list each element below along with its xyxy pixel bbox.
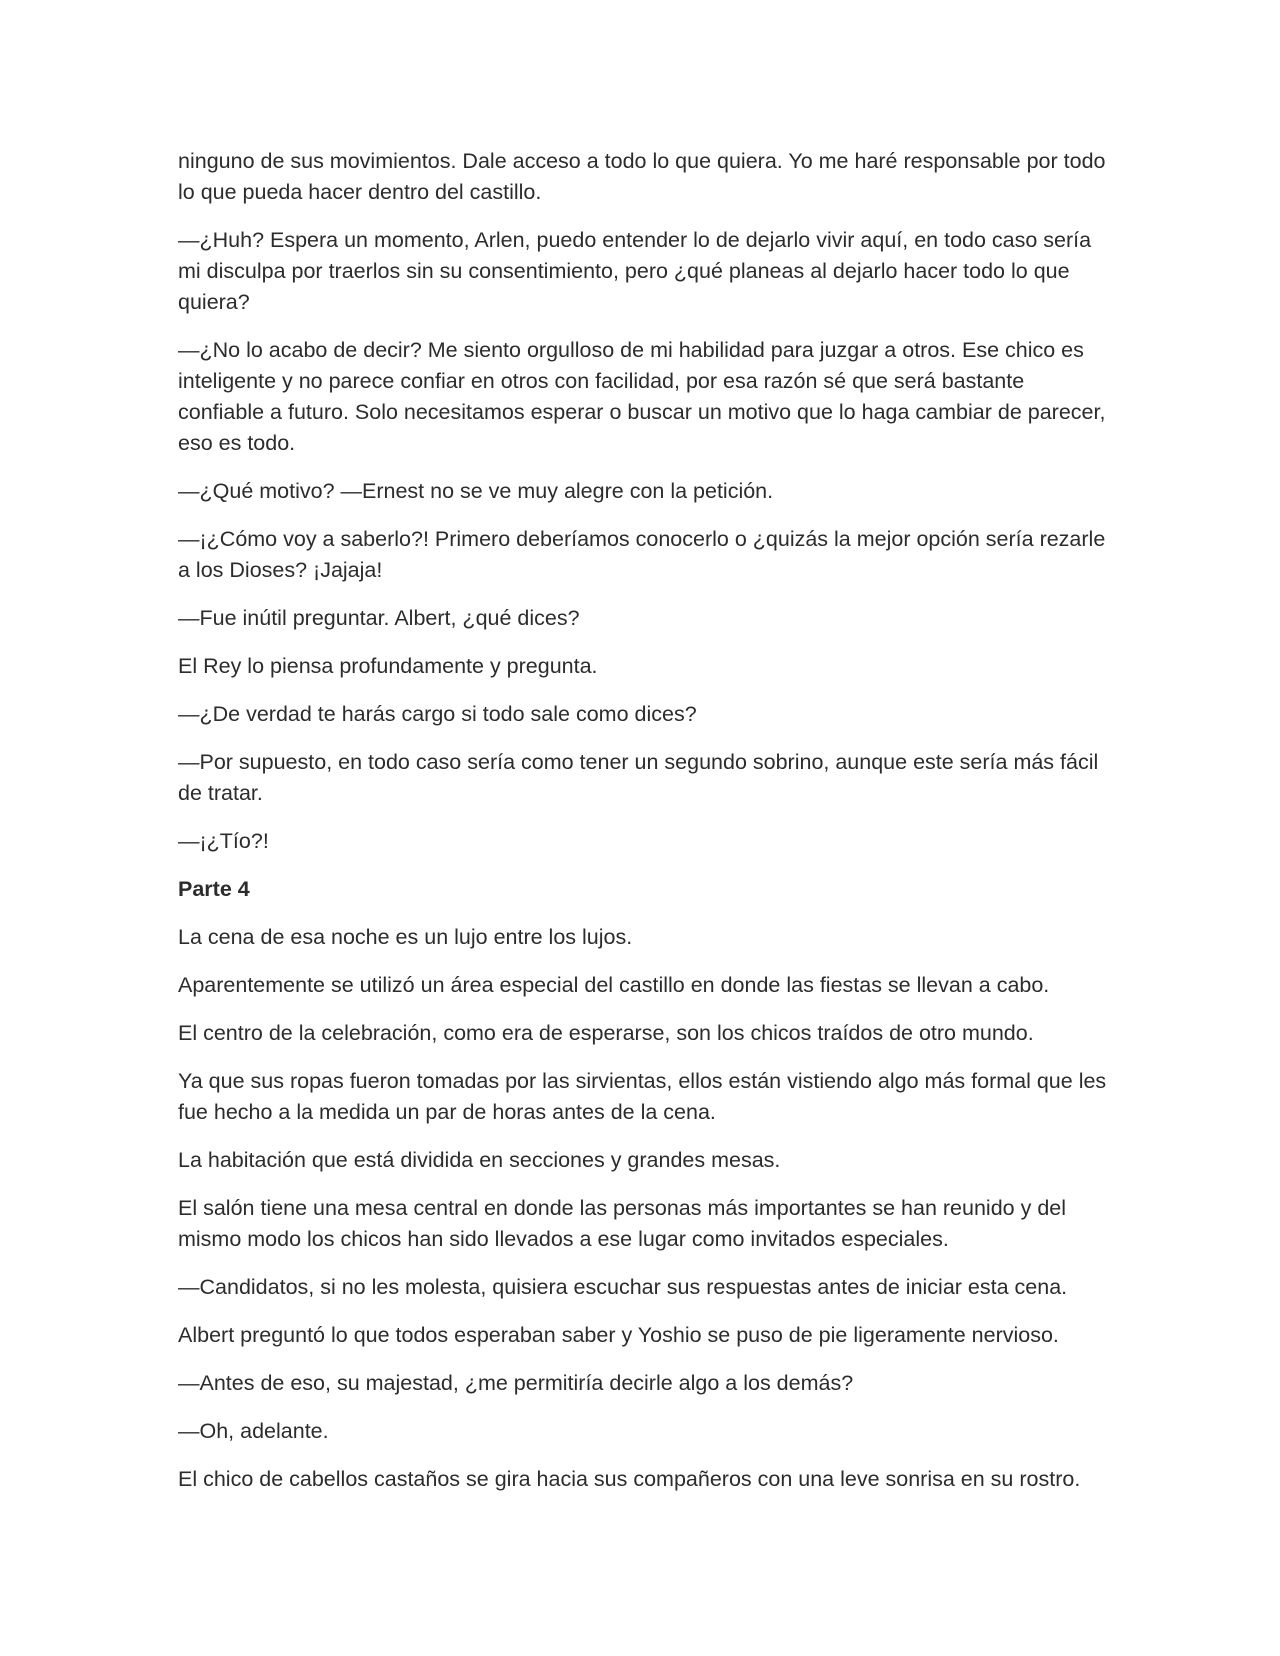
paragraph: —Candidatos, si no les molesta, quisiera escuchar sus respuestas antes de iniciar esta cena. bbox=[178, 1275, 1068, 1299]
paragraph: —¿Qué motivo? —Ernest no se ve muy alegre con la petición. bbox=[178, 479, 774, 503]
paragraph: Aparentemente se utilizó un área especial del castillo en donde las fiestas se llevan a cabo. bbox=[178, 973, 1050, 997]
paragraph: El salón tiene una mesa central en donde las personas más importantes se han reunido y del mismo modo los chicos han sido llevados a ese lugar como invitados especiales. bbox=[178, 1196, 1067, 1251]
paragraph: —Antes de eso, su majestad, ¿me permitiría decirle algo a los demás? bbox=[178, 1371, 854, 1395]
paragraph: El chico de cabellos castaños se gira hacia sus compañeros con una leve sonrisa en su rostro. bbox=[178, 1467, 1081, 1491]
paragraph: —¡¿Cómo voy a saberlo?! Primero deberíamos conocerlo o ¿quizás la mejor opción sería rezarle a los Dioses? ¡Jajaja! bbox=[178, 527, 1106, 582]
paragraph: —Fue inútil preguntar. Albert, ¿qué dices? bbox=[178, 606, 580, 630]
paragraph: —¿Huh? Espera un momento, Arlen, puedo entender lo de dejarlo vivir aquí, en todo caso sería mi disculpa por traerlos sin su consentimiento, pero ¿qué planeas al dejarlo hacer todo lo que quiera? bbox=[178, 228, 1092, 314]
paragraph: La habitación que está dividida en secciones y grandes mesas. bbox=[178, 1148, 781, 1172]
paragraph: —¿No lo acabo de decir? Me siento orgulloso de mi habilidad para juzgar a otros. Ese chico es inteligente y no parece confiar en otros con facilidad, por esa razón sé que será bastante confiable a futuro. Solo necesitamos esperar o buscar un motivo que lo haga cambiar de parecer, eso es todo. bbox=[178, 338, 1106, 455]
section-heading: Parte 4 bbox=[178, 877, 250, 901]
paragraph: Ya que sus ropas fueron tomadas por las sirvientas, ellos están vistiendo algo más formal que les fue hecho a la medida un par de horas antes de la cena. bbox=[178, 1069, 1107, 1124]
paragraph: —¡¿Tío?! bbox=[178, 829, 269, 853]
paragraph: El Rey lo piensa profundamente y pregunta. bbox=[178, 654, 598, 678]
paragraph: —Oh, adelante. bbox=[178, 1419, 329, 1443]
paragraph: ninguno de sus movimientos. Dale acceso a todo lo que quiera. Yo me haré responsable por todo lo que pueda hacer dentro del castillo. bbox=[178, 149, 1106, 204]
paragraph: —Por supuesto, en todo caso sería como tener un segundo sobrino, aunque este sería más fácil de tratar. bbox=[178, 750, 1099, 805]
paragraph: Albert preguntó lo que todos esperaban saber y Yoshio se puso de pie ligeramente nervioso. bbox=[178, 1323, 1059, 1347]
paragraph: —¿De verdad te harás cargo si todo sale como dices? bbox=[178, 702, 697, 726]
document-page bbox=[178, 146, 1108, 1512]
paragraph: La cena de esa noche es un lujo entre los lujos. bbox=[178, 925, 633, 949]
paragraph: El centro de la celebración, como era de esperarse, son los chicos traídos de otro mundo. bbox=[178, 1021, 1034, 1045]
